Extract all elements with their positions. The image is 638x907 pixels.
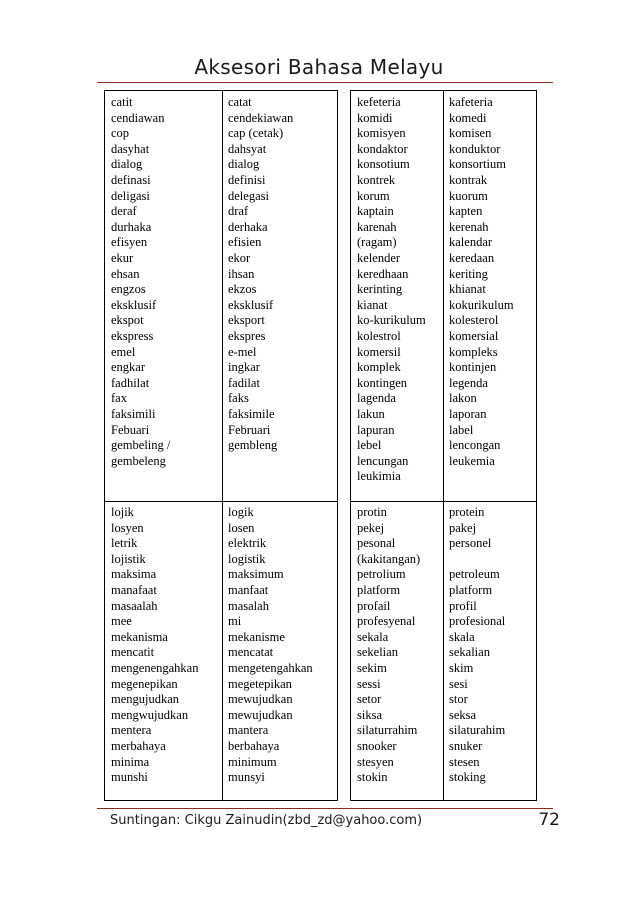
word-cell: petroleum <box>449 567 500 582</box>
word-cell: snuker <box>449 739 483 753</box>
word-cell: ekzos <box>228 282 257 297</box>
word-cell: stesen <box>449 754 480 769</box>
word-cell: ingkar <box>228 360 260 375</box>
word-cell: minima <box>111 754 150 769</box>
word-cell: efisyen <box>111 235 148 250</box>
word-cell: setor <box>357 692 382 707</box>
word-cell: kompleks <box>449 344 498 359</box>
word-cell: protein <box>449 505 485 519</box>
word-cell: dialog <box>111 157 143 172</box>
word-cell: kontingen <box>357 375 407 390</box>
page-number: 72 <box>538 810 560 830</box>
word-cell: kerenah <box>449 219 489 234</box>
word-cell: kalendar <box>449 235 493 250</box>
word-cell: mekanisma <box>111 629 168 644</box>
word-cell: fadilat <box>228 375 260 390</box>
word-cell: kerinting <box>357 282 403 297</box>
word-cell: catat <box>228 95 252 109</box>
word-cell: manfaat <box>228 583 269 597</box>
word-cell: laporan <box>449 407 487 421</box>
word-cell: komersil <box>357 344 401 359</box>
word-cell: deligasi <box>111 188 150 203</box>
word-cell: lencongan <box>449 438 501 453</box>
word-cell: kontinjen <box>449 360 497 375</box>
word-cell: dahsyat <box>228 141 267 156</box>
word-cell: kianat <box>357 297 388 312</box>
word-cell: karenah <box>357 219 397 234</box>
word-cell: faksimili <box>111 407 156 421</box>
word-cell: komisen <box>449 126 492 141</box>
word-cell: kafeteria <box>449 95 493 109</box>
word-cell: pesonal <box>357 536 396 551</box>
word-cell: efisien <box>228 235 262 250</box>
word-cell: dialog <box>228 157 260 172</box>
word-cell: skala <box>449 629 475 644</box>
word-cell: mantera <box>228 723 269 738</box>
word-cell: kuorum <box>449 188 488 203</box>
right-table-section-divider <box>351 501 536 502</box>
word-cell: komidi <box>357 110 393 125</box>
word-cell: kontrak <box>449 173 488 187</box>
word-cell: Februari <box>228 422 271 437</box>
word-cell: stor <box>449 692 468 707</box>
word-cell: eksklusif <box>228 297 274 312</box>
word-cell: mi <box>228 614 242 629</box>
word-cell: elektrik <box>228 536 267 551</box>
header-rule <box>97 82 553 83</box>
word-cell: kolestrol <box>357 329 401 343</box>
word-cell: ekspress <box>111 329 154 343</box>
word-cell: (ragam) <box>357 235 397 250</box>
word-cell: gembeleng <box>111 453 166 468</box>
word-cell: catit <box>111 95 133 109</box>
word-cell: Febuari <box>111 422 150 437</box>
word-cell: fax <box>111 391 127 406</box>
word-cell: mekanisme <box>228 629 285 644</box>
word-cell: khianat <box>449 282 486 297</box>
word-cell: durhaka <box>111 219 152 234</box>
word-cell: logik <box>228 505 254 519</box>
word-cell: platform <box>449 583 493 597</box>
word-cell: cap (cetak) <box>228 126 284 141</box>
word-cell: mencatat <box>228 645 274 660</box>
word-cell: kokurikulum <box>449 297 514 312</box>
word-cell: berbahaya <box>228 739 280 753</box>
word-cell: lebel <box>357 438 382 453</box>
word-cell: label <box>449 422 474 437</box>
word-cell: kolesterol <box>449 313 499 328</box>
word-cell: letrik <box>111 536 138 551</box>
word-cell: protin <box>357 505 387 519</box>
word-cell: ehsan <box>111 266 140 281</box>
word-cell: fadhilat <box>111 375 150 390</box>
word-cell: legenda <box>449 375 488 390</box>
word-cell: korum <box>357 188 390 203</box>
word-cell: konsortium <box>449 157 506 172</box>
word-cell: definasi <box>111 173 151 187</box>
word-cell: megenepikan <box>111 676 178 691</box>
word-cell: mengetengahkan <box>228 661 313 675</box>
word-cell: lapuran <box>357 422 395 437</box>
word-cell: mewujudkan <box>228 707 293 722</box>
word-cell: komplek <box>357 360 401 375</box>
word-cell: personel <box>449 536 492 551</box>
word-cell: mentera <box>111 723 152 738</box>
word-cell: seksa <box>449 707 477 722</box>
word-cell: sekala <box>357 629 389 644</box>
word-cell: silaturrahim <box>357 723 418 738</box>
word-cell: skim <box>449 661 474 675</box>
word-cell: keredhaan <box>357 266 409 281</box>
word-cell: cendekiawan <box>228 110 294 125</box>
word-cell: keredaan <box>449 251 495 265</box>
word-cell: sessi <box>357 676 381 691</box>
word-cell: komersial <box>449 329 499 343</box>
word-cell: (kakitangan) <box>357 551 421 566</box>
word-cell: siksa <box>357 707 382 722</box>
word-cell: kelender <box>357 251 401 265</box>
word-cell: profesyenal <box>357 614 416 629</box>
word-cell: lakon <box>449 391 477 406</box>
right-table-wrong-spelling-column <box>351 91 444 800</box>
left-table-correct-spelling-column <box>222 91 339 800</box>
word-cell: sekalian <box>449 645 490 660</box>
word-cell: pekej <box>357 520 385 535</box>
word-cell: lagenda <box>357 391 396 406</box>
word-cell: ekspot <box>111 313 144 328</box>
word-cell: deraf <box>111 204 137 219</box>
word-cell: ko-kurikulum <box>357 313 426 328</box>
word-cell: losyen <box>111 520 144 535</box>
word-cell: lojik <box>111 505 134 519</box>
word-cell: gembeling / <box>111 438 171 453</box>
word-cell: ihsan <box>228 266 255 281</box>
word-cell: manafaat <box>111 583 157 597</box>
word-cell: sekelian <box>357 645 398 660</box>
word-cell: keriting <box>449 266 488 281</box>
word-cell: munshi <box>111 770 148 785</box>
left-word-table <box>104 90 338 801</box>
word-cell: megetepikan <box>228 676 292 691</box>
word-cell: komedi <box>449 110 487 125</box>
word-cell: eksklusif <box>111 297 157 312</box>
word-cell: eksport <box>228 313 265 328</box>
word-cell: mewujudkan <box>228 692 293 707</box>
word-cell: derhaka <box>228 219 268 234</box>
word-cell: logistik <box>228 551 266 566</box>
word-cell: losen <box>228 520 255 535</box>
right-word-table <box>350 90 537 801</box>
word-cell: ekur <box>111 251 134 265</box>
word-cell: mencatit <box>111 645 155 660</box>
word-cell: faksimile <box>228 407 275 421</box>
word-cell: delegasi <box>228 188 269 203</box>
word-cell: stoking <box>449 770 486 785</box>
word-cell: sesi <box>449 676 468 691</box>
word-cell: definisi <box>228 173 266 187</box>
word-cell: mengenengahkan <box>111 661 199 675</box>
word-cell: mengujudkan <box>111 692 180 707</box>
word-cell: snooker <box>357 739 397 753</box>
left-table-section-divider <box>105 501 337 502</box>
footer-credit: Suntingan: Cikgu Zainudin(zbd_zd@yahoo.com) <box>110 813 423 828</box>
word-cell: pakej <box>449 520 477 535</box>
word-cell: lojistik <box>111 551 146 566</box>
word-cell: kaptain <box>357 204 394 219</box>
word-cell: dasyhat <box>111 141 150 156</box>
word-cell: masaalah <box>111 598 158 613</box>
footer-rule <box>97 808 553 809</box>
word-cell: gembleng <box>228 438 278 453</box>
word-cell: e-mel <box>228 344 257 359</box>
word-cell: merbahaya <box>111 739 166 753</box>
word-cell: profesional <box>449 614 506 629</box>
word-cell: stesyen <box>357 754 394 769</box>
left-table-wrong-spelling-column <box>105 91 223 800</box>
word-cell: kondaktor <box>357 141 408 156</box>
word-cell: ekspres <box>228 329 266 343</box>
word-cell: maksima <box>111 567 157 582</box>
page-title: Aksesori Bahasa Melayu <box>194 55 444 79</box>
word-cell: lakun <box>357 407 385 421</box>
word-cell: komisyen <box>357 126 406 141</box>
word-cell: konsotium <box>357 157 410 172</box>
word-cell: leukimia <box>357 469 401 484</box>
word-cell: kefeteria <box>357 95 401 109</box>
word-cell: ekor <box>228 251 251 265</box>
word-cell: stokin <box>357 770 388 785</box>
word-cell: masalah <box>228 598 269 613</box>
word-cell: draf <box>228 204 249 219</box>
word-cell: engzos <box>111 282 146 297</box>
word-cell: petrolium <box>357 567 406 582</box>
word-cell: kontrek <box>357 173 396 187</box>
word-cell: leukemia <box>449 453 495 468</box>
word-cell: cendiawan <box>111 110 165 125</box>
word-cell: kapten <box>449 204 483 219</box>
word-cell: silaturahim <box>449 723 506 738</box>
word-cell: mengwujudkan <box>111 707 189 722</box>
word-cell: konduktor <box>449 141 501 156</box>
word-cell: emel <box>111 344 136 359</box>
word-cell: lencungan <box>357 453 409 468</box>
word-cell: faks <box>228 391 249 406</box>
right-table-correct-spelling-column <box>443 91 538 800</box>
word-cell: platform <box>357 583 401 597</box>
word-cell: engkar <box>111 360 146 375</box>
word-cell: maksimum <box>228 567 284 582</box>
word-cell: profil <box>449 598 477 613</box>
word-cell: munsyi <box>228 770 265 785</box>
word-cell: mee <box>111 614 132 629</box>
word-cell: sekim <box>357 661 387 675</box>
word-cell: cop <box>111 126 130 141</box>
word-cell: profail <box>357 598 391 613</box>
word-cell: minimum <box>228 754 277 769</box>
